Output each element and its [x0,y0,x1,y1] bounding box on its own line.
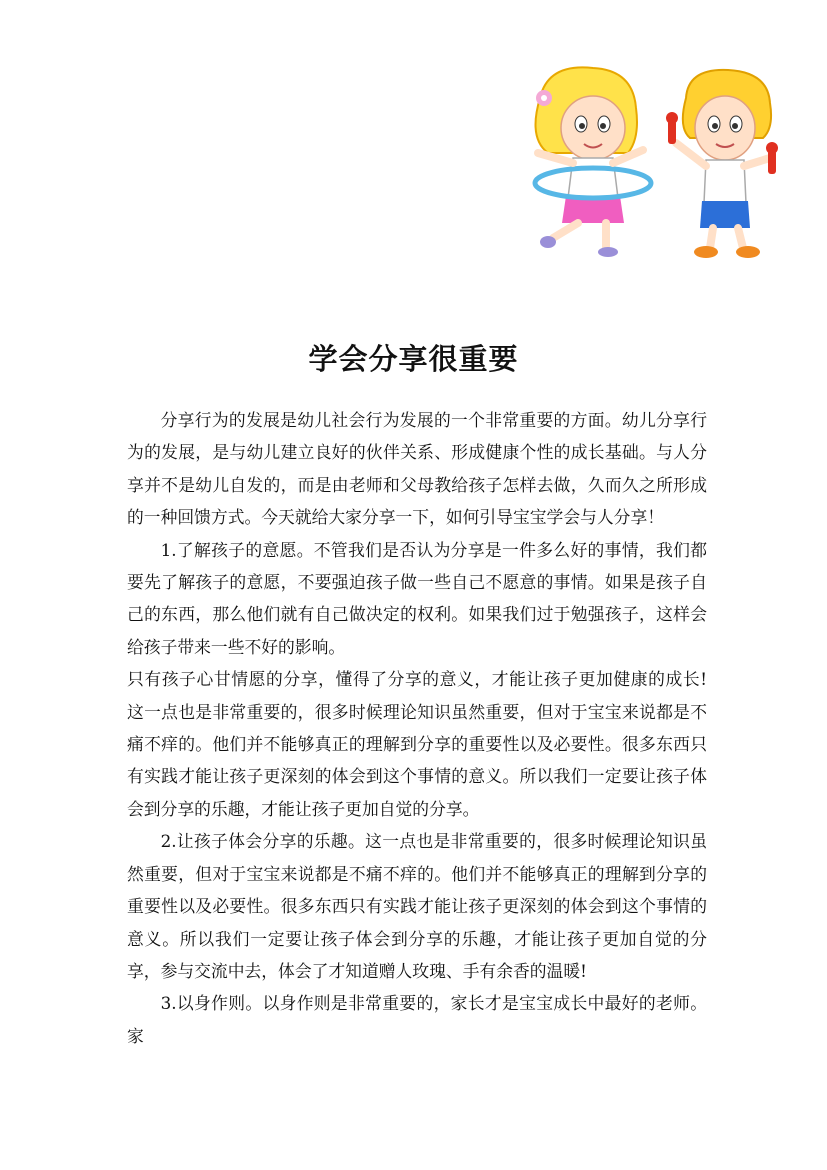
girl-figure [535,67,651,257]
kids-illustration [518,58,780,260]
body-paragraph: 3.以身作则。以身作则是非常重要的，家长才是宝宝成长中最好的老师。家 [127,993,707,1046]
body-paragraph: 1.了解孩子的意愿。不管我们是否认为分享是一件多么好的事情，我们都要先了解孩子的意愿，不要强迫孩子做一些自己不愿意的事情。如果是孩子自己的东西，那么他们就有自己做决定的权利。如果我们过于勉强孩子，这样会给孩子带来一些不好的影响。 [127,539,707,657]
body-paragraph: 分享行为的发展是幼儿社会行为发展的一个非常重要的方面。幼儿分享行为的发展，是与幼儿建立良好的伙伴关系、形成健康个性的成长基础。与人分享并不是幼儿自发的，而是由老师和父母教给孩子怎样去做，久而久之所形成的一种回馈方式。今天就给大家分享一下，如何引导宝宝学会与人分享！ [127,410,707,528]
page-title: 学会分享很重要 [308,342,519,377]
body-paragraph: 2.让孩子体会分享的乐趣。这一点也是非常重要的，很多时候理论知识虽然重要，但对于宝宝来说都是不痛不痒的。他们并不能够真正的理解到分享的重要性以及必要性。很多东西只有实践才能让孩子更深刻的体会到这个事情的意义。所以我们一定要让孩子体会到分享的乐趣，才能让孩子更加自觉的分享，参与交流中去，体会了才知道赠人玫瑰、手有余香的温暖! [127,831,707,981]
boy-figure [666,70,778,258]
article-body [127,404,707,1052]
body-paragraph: 只有孩子心甘情愿的分享，懂得了分享的意义，才能让孩子更加健康的成长! 这一点也是非常重要的，很多时候理论知识虽然重要，但对于宝宝来说都是不痛不痒的。他们并不能够真正的理解到分享的重要性以及必要性。很多东西只有实践才能让孩子更深刻的体会到这个事情的意义。所以我们一定要让孩子体会到分享的乐趣，才能让孩子更加自觉的分享。 [127,669,707,819]
